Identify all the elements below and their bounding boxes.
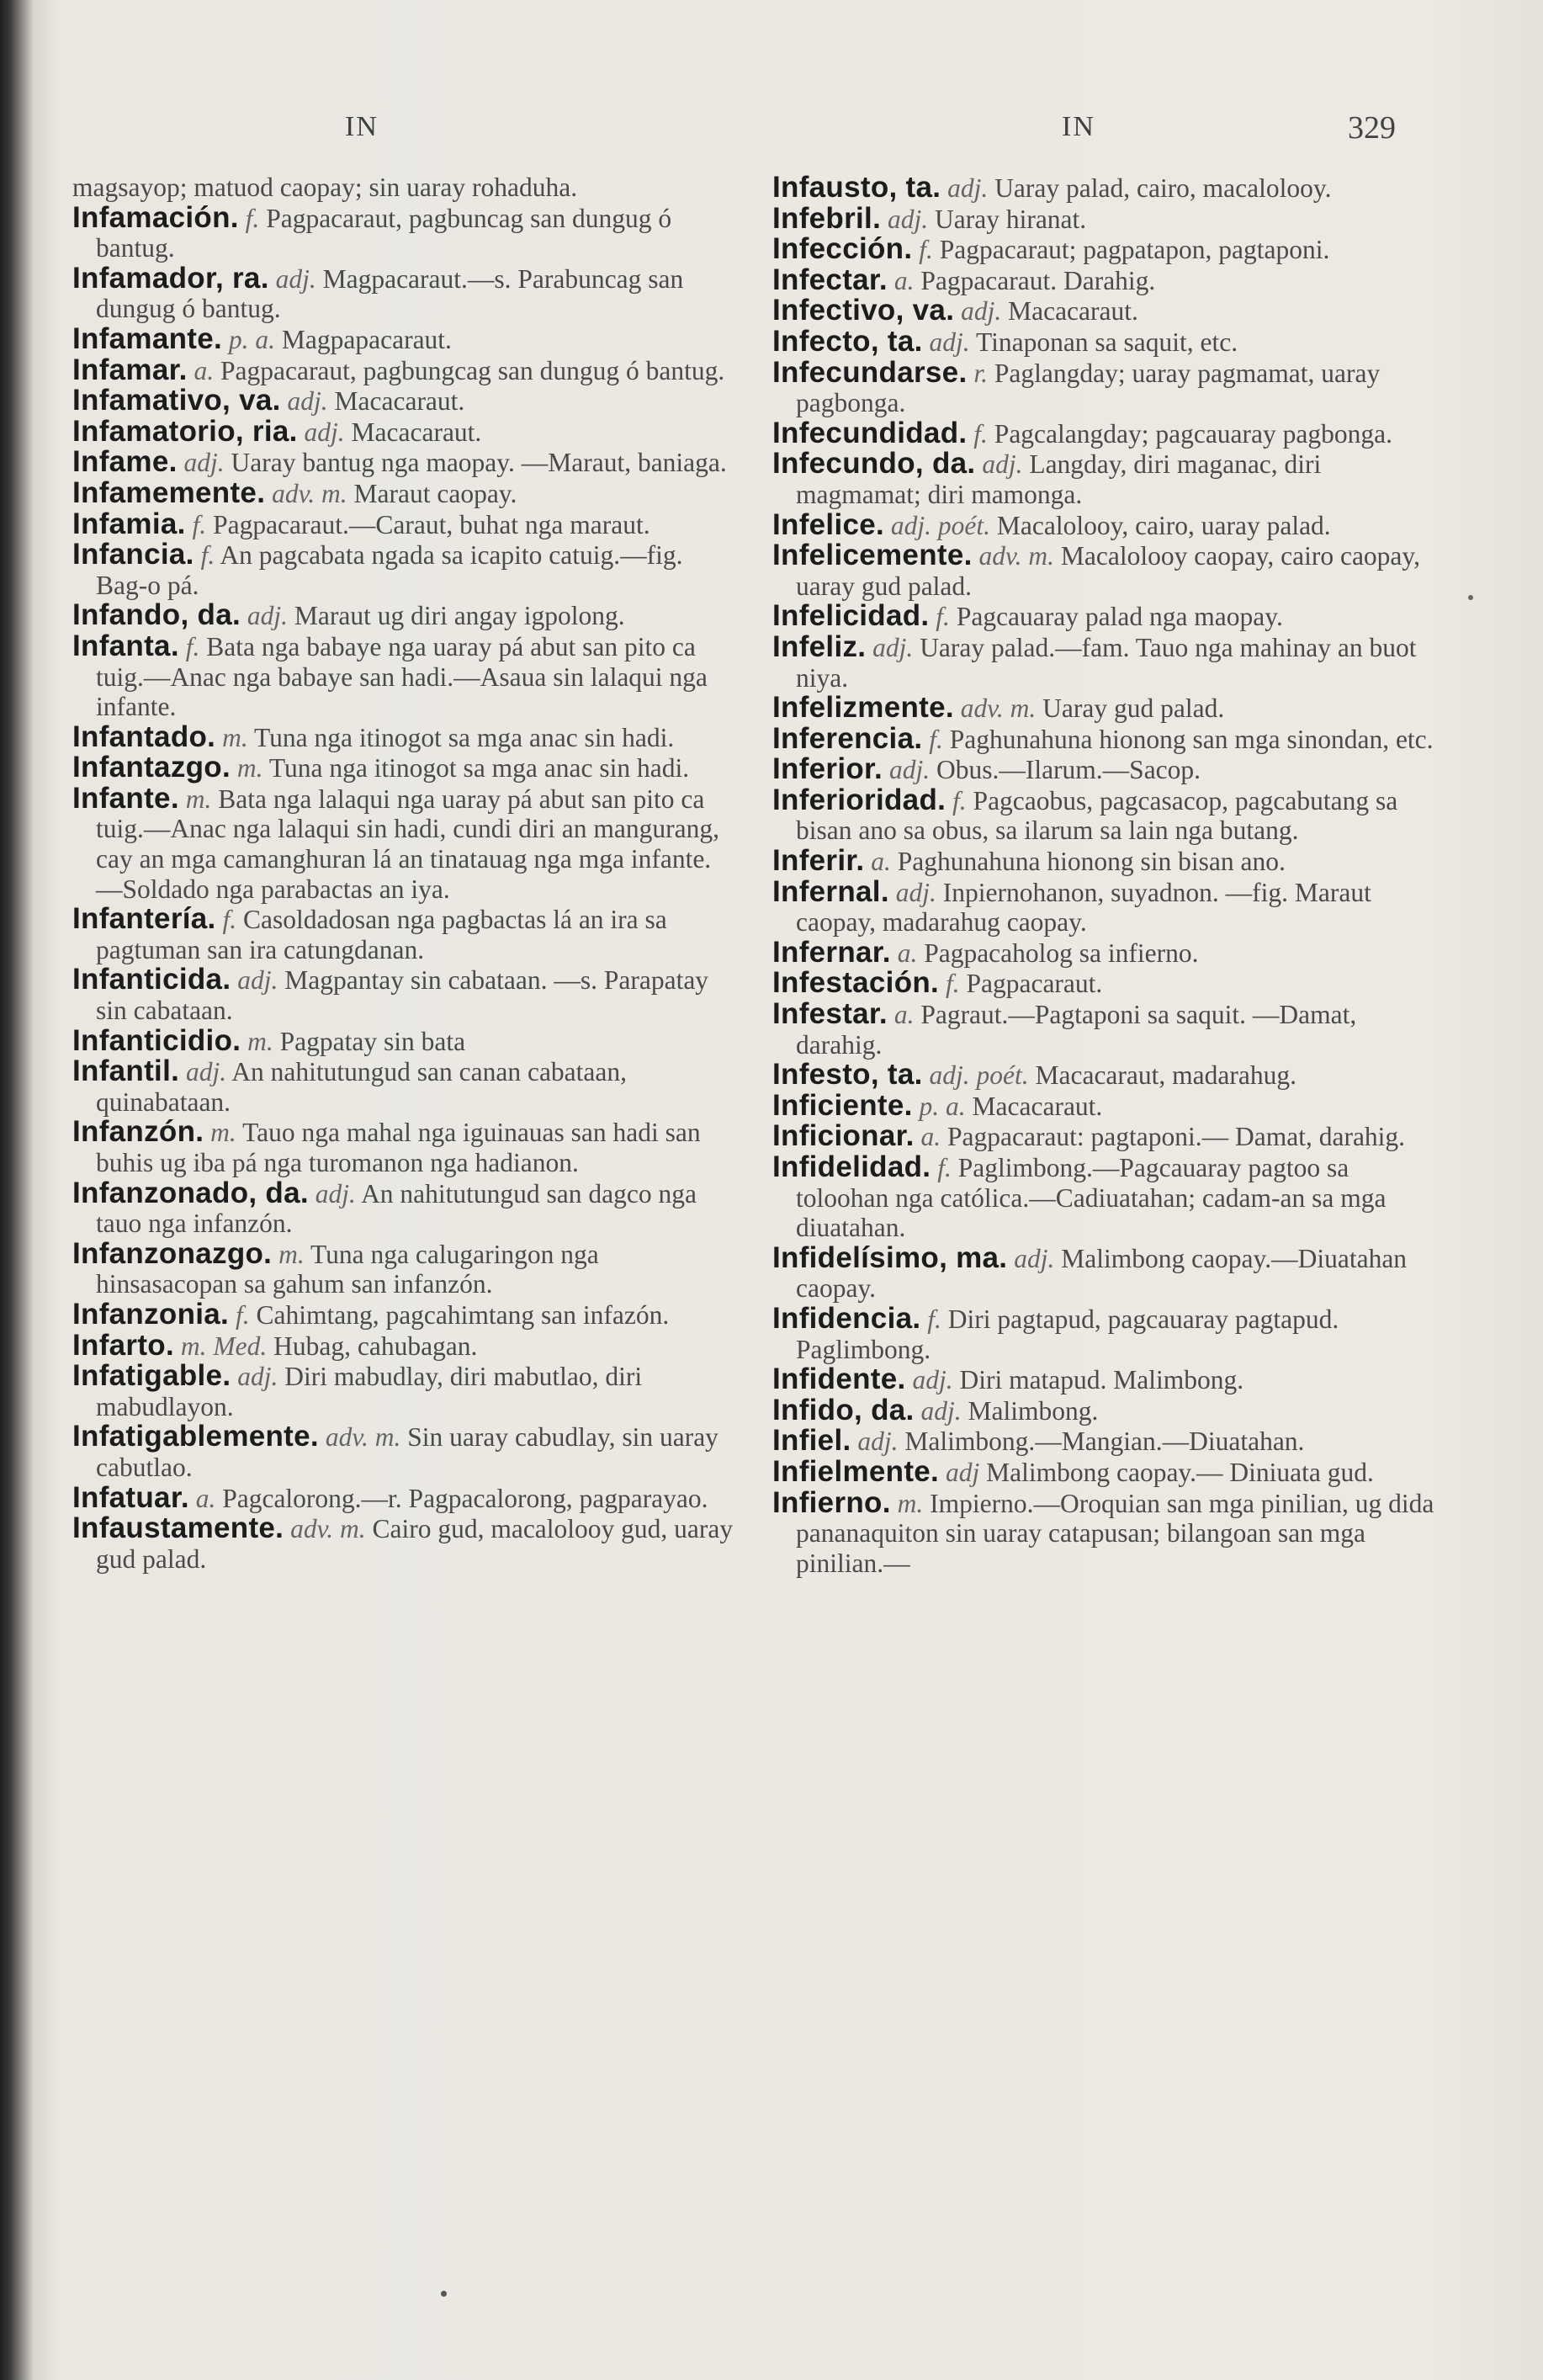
entry-grammar: adj. <box>912 1365 953 1395</box>
entry-definition: Pagraut.—Pagtaponi sa saquit. —Damat, darahig. <box>796 1000 1357 1060</box>
dictionary-entry <box>72 321 737 355</box>
dictionary-entry <box>772 693 1437 724</box>
dictionary-entry <box>772 999 1437 1060</box>
entry-grammar: adj. <box>982 449 1023 480</box>
dictionary-entry <box>72 631 737 722</box>
entry-grammar: f. <box>185 631 200 661</box>
entry-definition: Uaray palad, cairo, macalolooy. <box>994 173 1332 203</box>
entry-headword: Infantil. <box>72 1055 180 1088</box>
entry-definition: Bata nga lalaqui nga uaray pá abut san pito ca tuig.—Anac nga lalaqui sin hadi, cundi diri an mangurang, cay an mga camanghuran lá an tinatauag nga mga infante.—Soldado nga parabactas an iya. <box>96 784 719 904</box>
dictionary-entry <box>772 201 1437 235</box>
entry-definition: Maraut caopay. <box>353 478 517 508</box>
entry-grammar: f. <box>973 418 988 449</box>
entry-grammar: adj. <box>857 1426 899 1457</box>
entry-grammar: m. <box>222 722 248 752</box>
entry-grammar: f. <box>222 905 237 935</box>
entry-headword: Infelizmente. <box>772 691 954 725</box>
entry-definition: Macacaraut. <box>1008 296 1138 327</box>
entry-headword: Infernar. <box>772 935 891 969</box>
entry-grammar: m. <box>897 1488 924 1518</box>
entry-definition: Diri matapud. Malimbong. <box>959 1365 1244 1395</box>
entry-definition: Pagcalangday; pagcauaray pagbonga. <box>994 418 1392 449</box>
entry-grammar: a. <box>920 1122 941 1152</box>
entry-grammar: adj. <box>247 601 288 631</box>
entry-headword: Infielmente. <box>772 1454 940 1488</box>
entry-grammar: f. <box>952 785 967 815</box>
dictionary-entry <box>772 632 1437 693</box>
entry-definition: Malimbong caopay.—Diuatahan caopay. <box>796 1243 1408 1304</box>
entry-headword: Infantería. <box>72 902 216 936</box>
dictionary-entry <box>772 1060 1437 1091</box>
entry-headword: Infectar. <box>772 263 888 296</box>
entry-grammar: m. Med. <box>180 1331 268 1361</box>
entry-headword: Infamativo, va. <box>72 384 281 417</box>
dictionary-entry <box>72 600 737 631</box>
entry-grammar: adj. <box>237 965 278 996</box>
ink-speck <box>1468 595 1473 600</box>
entry-definition: Pagpacaraut. <box>966 969 1103 999</box>
entry-grammar: adv. m. <box>272 478 347 508</box>
entry-grammar: adj. poét. <box>929 1060 1029 1091</box>
entry-grammar: adj. <box>275 263 316 294</box>
dictionary-entry <box>72 1328 737 1362</box>
dictionary-entry <box>772 935 1437 969</box>
dictionary-entry <box>72 1299 737 1331</box>
dictionary-entry <box>72 1056 737 1117</box>
ink-dot <box>441 2291 447 2297</box>
entry-definition: Cairo gud, macalolooy gud, uaray gud palad. <box>96 1514 734 1574</box>
dictionary-entry <box>772 968 1437 999</box>
entry-definition: Pagpacaholog sa infierno. <box>924 938 1199 968</box>
entry-headword: Inferir. <box>772 844 865 878</box>
entry-grammar: adj. <box>304 417 345 447</box>
dictionary-entry <box>772 1454 1437 1488</box>
entry-definition: Paglimbong.—Pagcauaray pagtoo sa toloohan nga católica.—Cadiuatahan; cadam-an sa mga diuatahan. <box>796 1153 1387 1243</box>
right-column <box>772 173 1437 1578</box>
entry-definition: Magpantay sin cabataan. —s. Parapatay sin cabataan. <box>96 965 709 1026</box>
entry-headword: Infiel. <box>772 1424 851 1458</box>
entry-headword: Inferioridad. <box>772 783 946 816</box>
entry-definition: Uaray bantug nga maopay. —Maraut, baniaga. <box>231 448 727 478</box>
entry-definition: Pagpacaraut. Darahig. <box>920 265 1156 295</box>
entry-definition: Tuna nga calugaringon nga hinsasacopan sa gahum san infanzón. <box>96 1239 599 1299</box>
entry-headword: Infantazgo. <box>72 751 231 784</box>
entry-grammar: adj. <box>183 448 225 478</box>
entry-grammar: m. <box>185 784 212 814</box>
entry-grammar: f. <box>919 235 933 265</box>
entry-definition: Magpacaraut.—s. Parabuncag san dungug ó bantug. <box>96 263 684 324</box>
entry-definition: magsayop; matuod caopay; sin uaray rohaduha. <box>72 173 578 202</box>
entry-headword: Infelicidad. <box>772 599 930 633</box>
entry-headword: Infestación. <box>772 966 940 1000</box>
entry-grammar: a. <box>871 847 891 877</box>
dictionary-entry <box>72 414 737 448</box>
dictionary-entry <box>72 200 737 263</box>
entry-grammar: adj <box>945 1457 980 1487</box>
entry-definition: Magpapacaraut. <box>281 324 452 354</box>
dictionary-entry <box>72 1023 737 1057</box>
entry-definition: Sin uaray cabudlay, sin uaray cabutlao. <box>96 1422 718 1482</box>
entry-grammar: m. <box>247 1026 273 1056</box>
entry-headword: Infancia. <box>72 538 194 571</box>
entry-headword: Infante. <box>72 781 179 815</box>
entry-definition: Uaray palad.—fam. Tauo nga mahinay an buot niya. <box>796 632 1417 693</box>
dictionary-entry <box>72 1117 737 1177</box>
entry-headword: Inferencia. <box>772 721 923 755</box>
dictionary-entry <box>772 507 1437 541</box>
dictionary-entry <box>772 265 1437 296</box>
entry-headword: Infanzonia. <box>72 1297 230 1331</box>
entry-definition: Pagpatay sin bata <box>279 1026 466 1056</box>
dictionary-entry <box>72 475 737 509</box>
entry-headword: Infausto, ta. <box>772 171 941 204</box>
entry-definition: Macacaraut. <box>972 1091 1103 1121</box>
entry-headword: Infecto, ta. <box>772 324 923 358</box>
entry-grammar: m. <box>278 1239 305 1269</box>
entry-headword: Infeliz. <box>772 630 867 663</box>
entry-definition: Tuna nga itinogot sa mga anac sin hadi. <box>268 753 690 784</box>
dictionary-entry <box>72 385 737 417</box>
entry-headword: Infidente. <box>772 1363 906 1396</box>
dictionary-entry <box>72 752 737 784</box>
entry-definition: Macacaraut, madarahug. <box>1035 1060 1296 1091</box>
entry-headword: Infanzonado, da. <box>72 1176 309 1209</box>
entry-grammar: adv. m. <box>325 1422 401 1453</box>
dictionary-entry <box>72 964 737 1025</box>
entry-headword: Infame. <box>72 445 178 479</box>
entry-grammar: adj. <box>961 296 1002 327</box>
entry-definition: Tinaponan sa saquit, etc. <box>975 327 1238 357</box>
entry-grammar: r. <box>973 358 988 388</box>
entry-grammar: f. <box>936 602 950 632</box>
entry-definition: Pagpacaraut, pagbungcag san dungug ó bantug. <box>220 355 725 385</box>
entry-definition: Diri mabudlay, diri mabutlao, diri mabudlayon. <box>96 1362 643 1421</box>
entry-headword: Infebril. <box>772 201 882 235</box>
entry-definition: Paglangday; uaray pagmamat, uaray pagbonga. <box>796 358 1381 418</box>
entry-grammar: f. <box>235 1299 250 1330</box>
entry-definition: Maraut ug diri angay igpolong. <box>294 601 625 631</box>
dictionary-entry <box>72 1236 737 1299</box>
entry-headword: Infarto. <box>72 1328 175 1362</box>
entry-grammar: f. <box>937 1153 952 1182</box>
dictionary-entry <box>772 1426 1437 1457</box>
entry-definition: Inpiernohanon, suyadnon. —fig. Maraut caopay, madarahug caopay. <box>796 877 1371 938</box>
entry-definition: Malimbong caopay.— Diniuata gud. <box>986 1457 1374 1487</box>
entry-grammar: f. <box>927 1304 941 1334</box>
dictionary-entry <box>72 1513 737 1574</box>
dictionary-entry <box>72 1480 737 1514</box>
entry-headword: Infidelísimo, ma. <box>772 1240 1008 1274</box>
entry-grammar: adv. m. <box>290 1514 366 1544</box>
entry-definition: Tuna nga itinogot sa mga anac sin hadi. <box>254 722 675 752</box>
dictionary-entry <box>72 1421 737 1482</box>
entry-grammar: f. <box>929 724 943 754</box>
entry-definition: Pagcauaray palad nga maopay. <box>956 602 1283 632</box>
entry-definition: An nahitutungud san dagco nga tauo nga infanzón. <box>96 1178 697 1239</box>
dictionary-entry <box>72 355 737 386</box>
entry-definition: Uaray hiranat. <box>935 204 1087 234</box>
entry-grammar: adj. <box>872 632 914 662</box>
entry-headword: Infantado. <box>72 720 216 753</box>
entry-headword: Infelicemente. <box>772 539 973 572</box>
entry-definition: Macalolooy, cairo, uaray palad. <box>996 510 1331 540</box>
entry-definition: Langday, diri maganac, diri magmamat; diri mamonga. <box>796 449 1322 509</box>
entry-headword: Inficionar. <box>772 1119 915 1153</box>
dictionary-entry <box>772 785 1437 846</box>
dictionary-entry <box>72 781 737 904</box>
entry-headword: Infanzonazgo. <box>72 1236 273 1270</box>
entry-definition: Pagpacaraut, pagbuncag san dungug ó bantug. <box>96 203 672 263</box>
entry-headword: Infatigablemente. <box>72 1420 319 1453</box>
entry-grammar: adj. <box>315 1178 356 1209</box>
entry-definition: Impierno.—Oroquian san mga pinilian, ug dida pananaquiton sin uaray catapusan; bilangoan san mga pinilian.— <box>796 1488 1434 1578</box>
dictionary-entry <box>772 355 1437 418</box>
dictionary-entry <box>72 1361 737 1421</box>
dictionary-entry <box>772 324 1437 358</box>
entry-definition: Bata nga babaye nga uaray pá abut san pito ca tuig.—Anac nga babaye san hadi.—Asaua sin lalaqui nga infante. <box>96 631 708 722</box>
entry-definition: An nahitutungud san canan cabataan, quinabataan. <box>96 1057 627 1117</box>
entry-grammar: adj. <box>237 1362 278 1392</box>
dictionary-entry <box>772 1485 1437 1579</box>
entry-grammar: adj. <box>929 327 970 357</box>
entry-grammar: adj. <box>1014 1243 1055 1273</box>
entry-definition: Paghunahuna hionong sin bisan ano. <box>897 847 1286 877</box>
entry-headword: Infidencia. <box>772 1301 921 1335</box>
entry-headword: Infamatorio, ria. <box>72 414 298 448</box>
dictionary-entry <box>72 904 737 964</box>
entry-headword: Infecundidad. <box>772 416 968 449</box>
entry-headword: Infelice. <box>772 507 885 541</box>
dictionary-entry <box>772 173 1437 204</box>
entry-headword: Inferior. <box>772 752 883 786</box>
entry-grammar: a. <box>195 1483 216 1513</box>
entry-headword: Infesto, ta. <box>772 1058 923 1092</box>
entry-grammar: adj. <box>947 173 989 203</box>
entry-definition: An pagcabata ngada sa icapito catuig.—fig. Bag-o pá. <box>96 540 683 600</box>
dictionary-entry <box>72 722 737 753</box>
entry-headword: Infamia. <box>72 507 186 540</box>
entry-headword: Infanticidio. <box>72 1023 241 1057</box>
entry-grammar: adj. <box>888 755 931 785</box>
dictionary-entry <box>772 1152 1437 1243</box>
entry-definition: Macalolooy caopay, cairo caopay, uaray gud palad. <box>796 541 1420 601</box>
entry-headword: Infección. <box>772 232 913 266</box>
entry-definition: Malimbong. <box>968 1395 1099 1426</box>
entry-grammar: a. <box>893 1000 915 1030</box>
entry-grammar: p. a. <box>228 324 276 354</box>
entry-headword: Infernal. <box>772 874 889 908</box>
entry-headword: Infecundo, da. <box>772 447 976 481</box>
entry-definition: Obus.—Ilarum.—Sacop. <box>936 755 1201 785</box>
page-number: 329 <box>1348 110 1396 146</box>
dictionary-entry <box>772 721 1437 755</box>
dictionary-entry <box>772 1301 1437 1364</box>
running-head-left: IN <box>345 111 379 142</box>
entry-definition: Cahimtang, pagcahimtang san infazón. <box>256 1299 670 1330</box>
entry-headword: Infaustamente. <box>72 1511 284 1545</box>
dictionary-entry <box>772 1121 1437 1152</box>
dictionary-entry <box>772 601 1437 632</box>
entry-definition: Paghunahuna hionong san mga sinondan, etc. <box>949 724 1434 754</box>
entry-grammar: m. <box>236 753 263 784</box>
entry-headword: Infamante. <box>72 321 223 355</box>
entry-headword: Infidelidad. <box>772 1150 931 1183</box>
entry-definition: Macacaraut. <box>351 417 482 447</box>
entry-headword: Infamemente. <box>72 475 266 509</box>
entry-grammar: adj. <box>186 1057 227 1087</box>
entry-headword: Infestar. <box>772 997 888 1031</box>
entry-grammar: adv. m. <box>960 693 1037 724</box>
entry-grammar: a. <box>897 938 918 968</box>
entry-grammar: a. <box>893 265 915 295</box>
entry-grammar: adj. <box>920 1395 962 1426</box>
dictionary-entry <box>72 509 737 540</box>
dictionary-entry <box>772 418 1437 449</box>
dictionary-entry <box>72 1178 737 1239</box>
entry-headword: Infanzón. <box>72 1115 204 1149</box>
entry-grammar: f. <box>192 509 207 539</box>
entry-headword: Inficiente. <box>772 1088 913 1122</box>
entry-definition: Pagpacaraut; pagpatapon, pagtaponi. <box>939 235 1330 265</box>
entry-grammar: adj. <box>287 386 328 417</box>
entry-definition: Pagcaobus, pagcasacop, pagcabutang sa bisan ano sa obus, sa ilarum sa lain nga butang. <box>796 785 1398 846</box>
entry-definition: Malimbong.—Mangian.—Diuatahan. <box>904 1426 1305 1457</box>
entry-grammar: f. <box>245 203 260 233</box>
entry-headword: Infanticida. <box>72 963 231 996</box>
entry-definition: Pagcalorong.—r. Pagpacalorong, pagparayao. <box>222 1483 708 1513</box>
entry-grammar: f. <box>200 540 215 571</box>
dictionary-entry <box>72 263 737 324</box>
entry-grammar: f. <box>945 969 960 999</box>
dictionary-entry <box>772 874 1437 938</box>
entry-headword: Infierno. <box>772 1485 891 1519</box>
entry-headword: Infando, da. <box>72 598 241 632</box>
entry-definition: Hubag, cahubagan. <box>273 1331 478 1361</box>
dictionary-entry <box>772 295 1437 327</box>
dictionary-entry <box>772 234 1437 265</box>
entry-grammar: adj. <box>887 204 929 234</box>
entry-grammar: a. <box>194 355 215 385</box>
dictionary-entry <box>72 173 737 203</box>
entry-headword: Infecundarse. <box>772 355 968 389</box>
entry-headword: Infatuar. <box>72 1480 189 1514</box>
entry-grammar: adj. <box>895 877 936 907</box>
entry-definition: Uaray gud palad. <box>1042 693 1225 724</box>
dictionary-entry <box>772 1364 1437 1395</box>
entry-definition: Casoldadosan nga pagbactas lá an ira sa pagtuman san ira catungdanan. <box>96 905 667 964</box>
entry-headword: Infamador, ra. <box>72 261 269 295</box>
entry-definition: Macacaraut. <box>334 386 465 417</box>
entry-definition: Pagpacaraut: pagtaponi.— Damat, darahig. <box>947 1122 1406 1152</box>
dictionary-entry <box>772 1088 1437 1122</box>
dictionary-entry <box>772 449 1437 509</box>
entry-grammar: adv. m. <box>978 541 1055 571</box>
entry-headword: Infamación. <box>72 200 239 234</box>
dictionary-entry <box>772 1240 1437 1304</box>
dictionary-entry <box>772 1395 1437 1426</box>
entry-definition: Pagpacaraut.—Caraut, buhat nga maraut. <box>213 509 650 539</box>
entry-grammar: p. a. <box>919 1091 966 1121</box>
entry-headword: Infamar. <box>72 353 188 386</box>
entry-headword: Infido, da. <box>772 1393 915 1426</box>
entry-headword: Infectivo, va. <box>772 294 955 327</box>
left-column <box>72 173 737 1574</box>
dictionary-entry <box>72 539 737 600</box>
dictionary-entry <box>772 754 1437 785</box>
dictionary-entry <box>772 846 1437 877</box>
dictionary-entry <box>72 447 737 478</box>
entry-grammar: adj. poét. <box>890 510 991 540</box>
entry-definition: Diri pagtapud, pagcauaray pagtapud. Paglimbong. <box>796 1304 1339 1364</box>
entry-headword: Infatigable. <box>72 1359 231 1393</box>
entry-definition: Tauo nga mahal nga iguinauas san hadi san buhis ug iba pá nga turomanon nga hadianon. <box>96 1118 701 1177</box>
dictionary-entry <box>772 540 1437 601</box>
entry-headword: Infanta. <box>72 629 179 662</box>
running-head-right: IN <box>1062 111 1095 142</box>
entry-grammar: m. <box>210 1118 236 1148</box>
